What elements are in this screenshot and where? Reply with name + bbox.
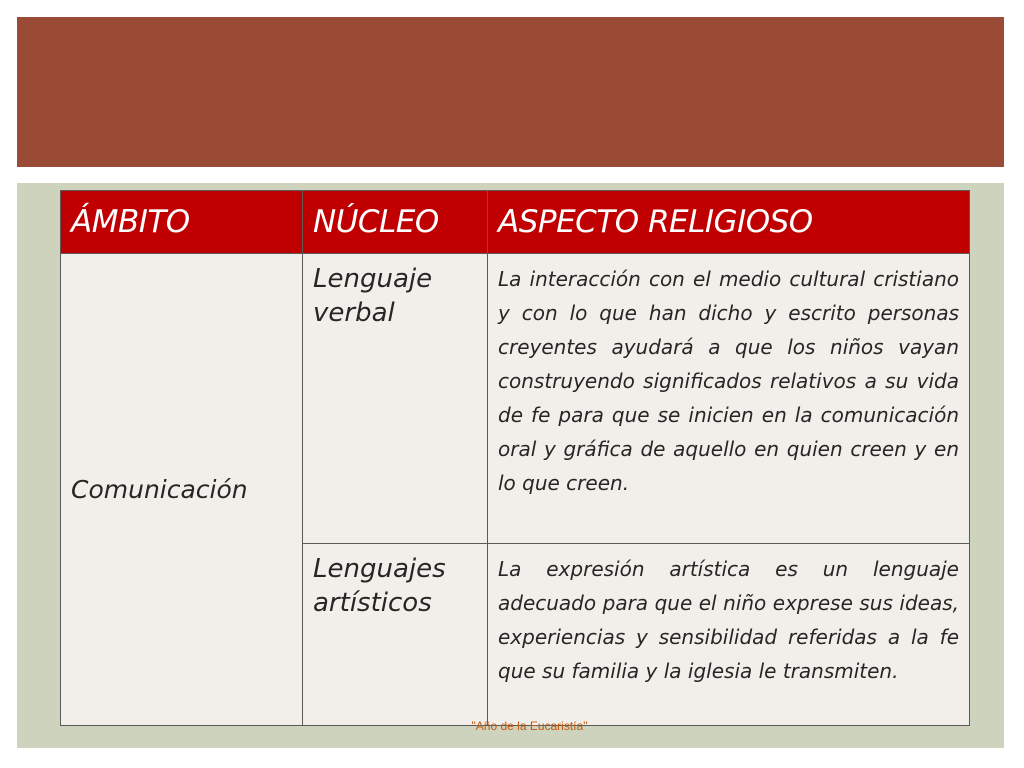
aspecto-cell: La expresión artística es un lenguaje adecuado para que el niño exprese sus ideas, experiencias y sensibilidad referidas a la fe que su familia y la iglesia le transmiten.	[488, 544, 970, 726]
table-row	[61, 254, 970, 544]
title-band	[17, 17, 1004, 167]
header-nucleo: NÚCLEO	[303, 191, 488, 254]
ambito-cell: Comunicación	[61, 254, 303, 726]
nucleo-cell: Lenguajes artísticos	[303, 544, 488, 726]
curriculum-table	[60, 190, 970, 726]
footer-text: "Año de la Eucaristía"	[471, 719, 588, 733]
nucleo-cell: Lenguaje verbal	[303, 254, 488, 544]
header-ambito: ÁMBITO	[61, 191, 303, 254]
table-header-row	[61, 191, 970, 254]
header-aspecto-religioso: ASPECTO RELIGIOSO	[488, 191, 970, 254]
aspecto-cell: La interacción con el medio cultural cristiano y con lo que han dicho y escrito personas creyentes ayudará a que los niños vayan construyendo significados relativos a su vida de fe para que se inicien en la comunicación oral y gráfica de aquello en quien creen y en lo que creen.	[488, 254, 970, 544]
